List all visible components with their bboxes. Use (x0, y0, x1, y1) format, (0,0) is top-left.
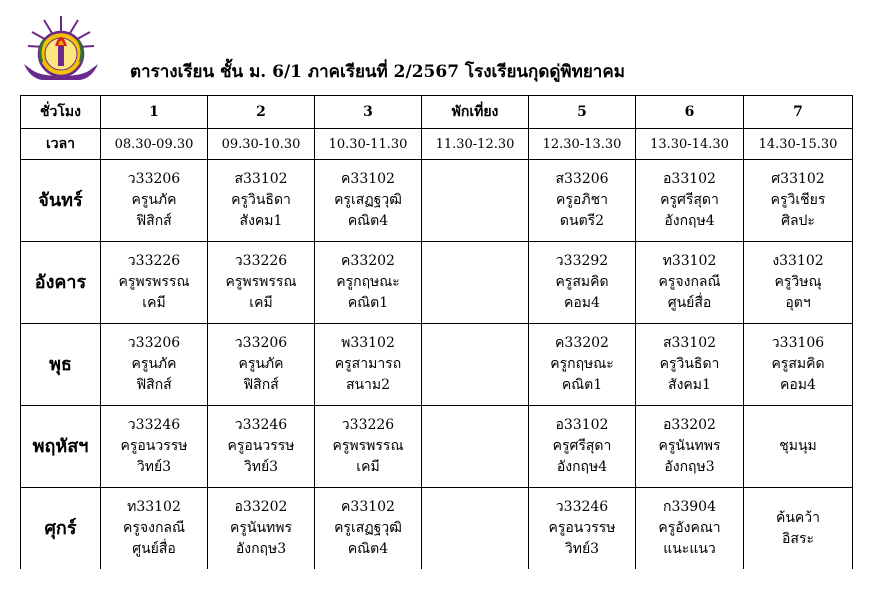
subject-code: ส33102 (662, 335, 717, 351)
subject-code: ว33246 (234, 417, 288, 433)
teacher-name: ครูศรีสุดา (660, 192, 719, 208)
day-name-cell: พฤหัสฯ (21, 406, 101, 488)
time-cell: 13.30-14.30 (636, 129, 744, 160)
subject-code: ส33102 (234, 171, 288, 187)
day-row (21, 324, 853, 406)
day-row (21, 160, 853, 242)
class-cell (208, 324, 315, 406)
lunch-cell (422, 488, 529, 570)
day-name-cell: จันทร์ (21, 160, 101, 242)
time-cell: 08.30-09.30 (101, 129, 208, 160)
class-cell (101, 160, 208, 242)
period-header-cell: 6 (636, 96, 744, 129)
teacher-name: ครูเสฏฐวุฒิ (334, 520, 402, 536)
subject-name: คอม4 (780, 377, 816, 393)
subject-name: สังคม1 (239, 213, 283, 229)
lunch-cell (422, 160, 529, 242)
class-cell (315, 324, 422, 406)
period-header-cell: 2 (208, 96, 315, 129)
day-row (21, 406, 853, 488)
teacher-name: ครูนันทพร (658, 438, 721, 454)
teacher-name: ครูวินธิดา (231, 192, 291, 208)
subject-code: ค33202 (555, 335, 609, 351)
subject-name: คณิต1 (347, 295, 389, 311)
teacher-name: ครูศรีสุดา (552, 438, 612, 454)
teacher-name: ครูพรพรรณ (332, 438, 404, 454)
subject-name: เคมี (356, 459, 380, 475)
subject-code: อ33202 (234, 499, 288, 515)
teacher-name: ครูสมคิด (771, 356, 825, 372)
school-emblem-icon (20, 12, 102, 90)
subject-name: วิทย์3 (136, 459, 172, 475)
subject-code: พ33102 (341, 335, 395, 351)
subject-code: อ33102 (663, 171, 716, 187)
class-cell (208, 242, 315, 324)
time-cell: 14.30-15.30 (744, 129, 853, 160)
subject-code: อ33102 (555, 417, 609, 433)
class-cell (315, 160, 422, 242)
class-cell (744, 160, 853, 242)
time-label-cell: เวลา (21, 129, 101, 160)
subject-name: ฟิสิกส์ (136, 377, 172, 393)
day-name-cell: อังคาร (21, 242, 101, 324)
subject-name: คอม4 (564, 295, 600, 311)
teacher-name: ครูนภัค (131, 192, 177, 208)
class-cell (636, 406, 744, 488)
teacher-name: ครูสมคิด (555, 274, 609, 290)
subject-code: ชุมนุม (779, 438, 817, 454)
class-cell (101, 488, 208, 570)
class-cell (101, 324, 208, 406)
teacher-name: ครูอังคณา (658, 520, 721, 536)
teacher-name: ครูจงกลณี (658, 274, 721, 290)
class-cell (101, 242, 208, 324)
class-cell (315, 406, 422, 488)
subject-name: คณิต4 (347, 213, 389, 229)
class-cell (208, 160, 315, 242)
time-cell: 11.30-12.30 (422, 129, 529, 160)
day-row (21, 242, 853, 324)
class-cell (315, 488, 422, 570)
subject-code: ค33202 (341, 253, 395, 269)
teacher-name: ครูอนวรรษ (227, 438, 295, 454)
period-label-cell: ชั่วโมง (21, 96, 101, 129)
teacher-name: ครูพรพรรณ (225, 274, 297, 290)
period-header-cell: 1 (101, 96, 208, 129)
time-cell: 12.30-13.30 (529, 129, 636, 160)
subject-code: ว33206 (127, 171, 181, 187)
subject-code: ว33292 (555, 253, 609, 269)
subject-name: ฟิสิกส์ (136, 213, 172, 229)
day-name-cell: พุธ (21, 324, 101, 406)
subject-code: ว33206 (234, 335, 288, 351)
subject-name: ศูนย์สื่อ (132, 541, 176, 557)
teacher-name: อิสระ (782, 530, 814, 547)
teacher-name: ครูอภิชา (556, 192, 608, 208)
subject-name: ศิลปะ (781, 213, 815, 229)
subject-code: ว33226 (341, 417, 395, 433)
time-cell: 10.30-11.30 (315, 129, 422, 160)
class-cell (529, 242, 636, 324)
class-cell (744, 488, 853, 570)
class-cell (529, 406, 636, 488)
subject-name: คณิต1 (561, 377, 603, 393)
class-cell (529, 488, 636, 570)
teacher-name: ครูกฤษณะ (550, 356, 614, 372)
lunch-cell (422, 324, 529, 406)
subject-name: ดนตรี2 (559, 213, 605, 229)
time-cell: 09.30-10.30 (208, 129, 315, 160)
page-title: ตารางเรียน ชั้น ม. 6/1 ภาคเรียนที่ 2/2567 โรงเรียนกุดดู่พิทยาคม (130, 62, 625, 82)
day-row (21, 488, 853, 570)
subject-code: ท33102 (127, 499, 181, 515)
class-cell (744, 324, 853, 406)
teacher-name: ครูวิษณุ (774, 274, 822, 290)
subject-name: ศูนย์สื่อ (667, 295, 712, 311)
subject-name: วิทย์3 (564, 541, 600, 557)
teacher-name: ครูจงกลณี (123, 520, 185, 536)
teacher-name: ครูกฤษณะ (336, 274, 400, 290)
subject-name: อังกฤษ4 (556, 459, 608, 475)
teacher-name: ครูนันทพร (229, 520, 292, 536)
class-cell (636, 242, 744, 324)
subject-code: ว33106 (771, 335, 825, 351)
subject-name: อังกฤษ3 (235, 541, 287, 557)
class-cell (636, 324, 744, 406)
teacher-name: ครูนภัค (238, 356, 284, 372)
teacher-name: ครูสามารถ (334, 356, 402, 372)
subject-name: วิทย์3 (243, 459, 279, 475)
teacher-name: ครูนภัค (131, 356, 177, 372)
subject-name: แนะแนว (663, 541, 716, 557)
subject-name: เคมี (249, 295, 273, 311)
timetable (20, 95, 853, 569)
class-cell (315, 242, 422, 324)
subject-name: อังกฤษ3 (664, 459, 715, 475)
period-header-cell: 3 (315, 96, 422, 129)
class-cell (636, 488, 744, 570)
subject-name: สังคม1 (668, 377, 711, 393)
subject-code: ว33206 (127, 335, 181, 351)
subject-code: ท33102 (662, 253, 717, 269)
subject-code: ว33246 (555, 499, 609, 515)
subject-name: ฟิสิกส์ (243, 377, 279, 393)
subject-code: ว33246 (127, 417, 181, 433)
subject-name: สนาม2 (345, 377, 391, 393)
subject-code: ว33226 (127, 253, 181, 269)
subject-name: เคมี (142, 295, 166, 311)
teacher-name: ครูอนวรรษ (548, 520, 616, 536)
period-header-cell: 5 (529, 96, 636, 129)
lunch-cell (422, 242, 529, 324)
time-row (21, 129, 853, 160)
class-cell (529, 324, 636, 406)
teacher-name: ครูวินธิดา (659, 356, 720, 372)
class-cell (744, 242, 853, 324)
teacher-name: ครูพรพรรณ (118, 274, 190, 290)
lunch-cell (422, 406, 529, 488)
period-header-row (21, 96, 853, 129)
subject-code: ก33904 (662, 499, 716, 515)
subject-code: ง33102 (772, 253, 824, 269)
class-cell (744, 406, 853, 488)
subject-code: อ33202 (663, 417, 716, 433)
subject-code: ค33102 (341, 499, 395, 515)
lunch-header-cell: พักเที่ยง (422, 96, 529, 129)
subject-name: คณิต4 (347, 541, 389, 557)
class-cell (636, 160, 744, 242)
subject-code: ศ33102 (771, 171, 825, 187)
class-cell (529, 160, 636, 242)
subject-code: ค33102 (341, 171, 395, 187)
class-cell (208, 488, 315, 570)
subject-code: ส33206 (555, 171, 609, 187)
teacher-name: ครูอนวรรษ (120, 438, 188, 454)
class-cell (208, 406, 315, 488)
subject-name: อุตฯ (785, 295, 811, 311)
period-header-cell: 7 (744, 96, 853, 129)
teacher-name: ครูเสฏฐวุฒิ (334, 192, 402, 208)
day-name-cell: ศุกร์ (21, 488, 101, 570)
teacher-name: ครูวิเชียร (770, 192, 826, 208)
class-cell (101, 406, 208, 488)
subject-code: ว33226 (234, 253, 288, 269)
subject-name: อังกฤษ4 (664, 213, 715, 229)
subject-code: ค้นคว้า (775, 509, 821, 526)
